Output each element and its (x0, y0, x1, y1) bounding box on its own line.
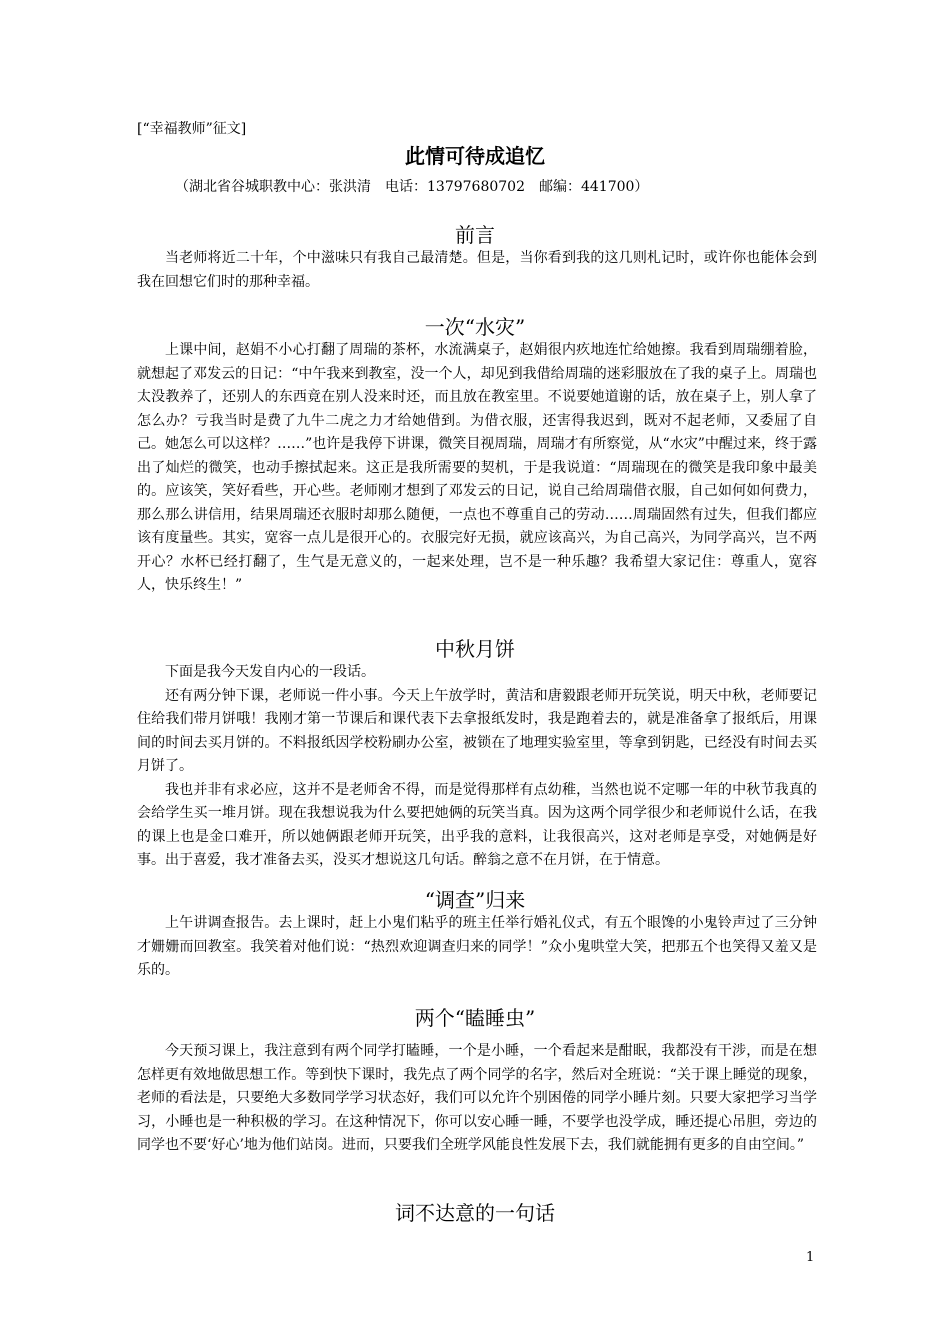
page-number: 1 (806, 1250, 815, 1265)
section-heading-mooncake: 中秋月饼 (435, 637, 515, 661)
paragraph: 上课中间，赵娟不小心打翻了周瑞的茶杯，水流满桌子，赵娟很内疚地连忙给她擦。我看到周瑞绷着脸，就想起了邓发云的日记：“中午我来到教室，没一个人，却见到我借给周瑞的迷彩服放在了我的桌子上。周瑞也太没教养了，还别人的东西竟在别人没来时还，而且放在教室里。不说要她道谢的话，放在桌子上，别人拿了怎么办？亏我当时是费了九牛二虎之力才给她借到。为借衣服，还害得我迟到，既对不起老师，又委屈了自己。她怎么可以这样？……”也许是我停下讲课，微笑目视周瑞，周瑞才有所察觉，从“水灾”中醒过来，终于露出了灿烂的微笑，也动手擦拭起来。这正是我所需要的契机，于是我说道：“周瑞现在的微笑是我印象中最美的。应该笑，笑好看些，开心些。老师刚才想到了邓发云的日记，说自己给周瑞借衣服，自己如何如何费力，那么那么讲信用，结果周瑞还衣服时却那么随便，一点也不尊重自己的劳动……周瑞固然有过失，但我们都应该有度量些。其实，宽容一点儿是很开心的。衣服完好无损，就应该高兴，为自己高兴，为同学高兴，岂不两开心？水杯已经打翻了，生气是无意义的，一起来处理，岂不是一种乐趣？我希望大家记住：尊重人，宽容人，快乐终生！” (137, 342, 817, 593)
paragraph: 上午讲调查报告。去上课时，赶上小鬼们粘乎的班主任举行婚礼仪式，有五个眼馋的小鬼铃声过了三分钟才姗姗而回教室。我笑着对他们说：“热烈欢迎调查归来的同学！”众小鬼哄堂大笑，把那五个也笑得又羞又是乐的。 (137, 915, 817, 978)
paragraph: 我也并非有求必应，这并不是老师舍不得，而是觉得那样有点幼稚，当然也说不定哪一年的中秋节我真的会给学生买一堆月饼。现在我想说我为什么要把她俩的玩笑当真。因为这两个同学很少和老师说什么话，在我的课上也是金口难开，所以她俩跟老师开玩笑，出乎我的意料，让我很高兴，这对老师是享受，对她俩是好事。出于喜爱，我才准备去买，没买才想说这几句话。醉翁之意不在月饼，在于情意。 (137, 781, 817, 868)
section-heading-water: 一次“水灾” (424, 315, 526, 339)
section-heading-preface: 前言 (455, 223, 495, 247)
paragraph: 还有两分钟下课，老师说一件小事。今天上午放学时，黄洁和唐毅跟老师开玩笑说，明天中秋，老师要记住给我们带月饼哦！我刚才第一节课后和课代表下去拿报纸发时，我是跑着去的，就是准备拿了报纸后，用课间的时间去买月饼的。不料报纸因学校粉刷办公室，被锁在了地理实验室里，等拿到钥匙，已经没有时间去买月饼了。 (137, 687, 817, 774)
section-heading-sentence: 词不达意的一句话 (395, 1201, 555, 1225)
section-heading-survey: “调查”归来 (424, 888, 526, 912)
section-body-mooncake (137, 661, 817, 873)
section-body-water (137, 339, 817, 598)
section-body-survey (137, 912, 817, 983)
section-body-preface (137, 247, 817, 294)
paragraph: 今天预习课上，我注意到有两个同学打瞌睡，一个是小睡，一个看起来是酣眠，我都没有干涉，而是在想怎样更有效地做思想工作。等到快下课时，我先点了两个同学的名字，然后对全班说：“关于课上睡觉的现象，老师的看法是，只要绝大多数同学学习状态好，我们可以允许个别困倦的同学小睡片刻。只要大家把学习当学习，小睡也是一种积极的学习。在这种情况下，你可以安心睡一睡，不要学也没学成，睡还提心吊胆，旁边的同学也不要‘好心’地为他们站岗。进而，只要我们全班学风能良性发展下去，我们就能拥有更多的自由空间。” (137, 1043, 817, 1153)
paragraph: 当老师将近二十年，个中滋味只有我自己最清楚。但是，当你看到我的这几则札记时，或许你也能体会到我在回想它们时的那种幸福。 (137, 250, 817, 290)
page-title: 此情可待成追忆 (405, 144, 545, 168)
essay-tag: [“幸福教师”征文] (137, 121, 247, 137)
section-heading-sleepers: 两个“瞌睡虫” (414, 1006, 536, 1030)
author-info: （湖北省谷城职教中心：张洪清 电话：13797680702 邮编：441700） (175, 179, 649, 195)
section-body-sleepers (137, 1040, 817, 1158)
paragraph: 下面是我今天发自内心的一段话。 (165, 664, 375, 680)
